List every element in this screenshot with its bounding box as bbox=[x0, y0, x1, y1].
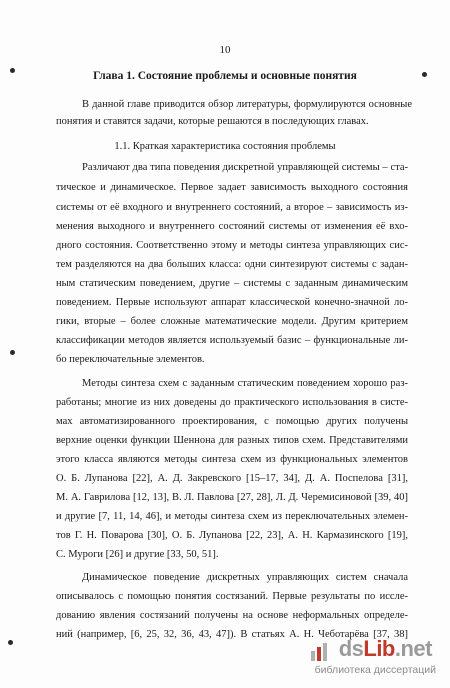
body-line: тем разделяются на два больших класса: одни синтезируют системы с задан- bbox=[56, 259, 408, 270]
body-line: дованию явления состязаний получены на основе неформальных определе- bbox=[56, 610, 408, 621]
body-line: системы от её входного и внутреннего состояний, а второе – зависимость из- bbox=[56, 202, 408, 213]
chapter-title: Глава 1. Состояние проблемы и основные понятия bbox=[93, 70, 357, 82]
body-line: верхние оценки функции Шеннона для разных типов схем. Представителями bbox=[56, 435, 408, 446]
intro-paragraph: В данной главе приводится обзор литературы, формулируются основные понятия и ставятся задачи, которые решаются в последующих главах. bbox=[56, 99, 412, 127]
body-line: ний (например, [6, 25, 32, 36, 43, 47]). В статьях А. Н. Чеботарёва [37, 38] bbox=[56, 629, 408, 640]
body-line: Методы синтеза схем с заданным статическим поведением хорошо раз- bbox=[82, 378, 408, 389]
body-line: менения выходного и внутреннего состояний системы от изменения её вхо- bbox=[56, 221, 408, 232]
scan-mark bbox=[10, 350, 15, 355]
body-line: поведением. Первые используют аппарат классической конечно-значной ло- bbox=[56, 297, 408, 308]
body-line: бо переключательные элементов. bbox=[56, 354, 205, 365]
section-title: 1.1. Краткая характеристика состояния проблемы bbox=[114, 141, 336, 152]
body-line: дного состояния. Соответственно этому и методы синтеза управляющих сис- bbox=[56, 240, 408, 251]
body-line: тов Г. Н. Поварова [30], О. Б. Лупанова [22, 23], А. Н. Кармазинского [19], bbox=[56, 530, 408, 541]
body-line: С. Муроги [26] и другие [33, 50, 51]. bbox=[56, 549, 219, 560]
body-line: Динамическое поведение дискретных управляющих систем сначала bbox=[82, 572, 408, 583]
body-line: описывалось с помощью понятия состязаний. Первые результаты по иссле- bbox=[56, 591, 408, 602]
body-line: гики, вторые – более сложные математические модели. Другим критерием bbox=[56, 316, 408, 327]
body-line: Различают два типа поведения дискретной управляющей системы – ста- bbox=[82, 162, 408, 173]
body-line: мах автоматизированного проектирования, с помощью других получены bbox=[56, 416, 408, 427]
body-line: О. Б. Лупанова [22], А. Д. Закревского [15–17, 34], Д. А. Поспелова [31], bbox=[56, 473, 408, 484]
watermark-subtitle: библиотека диссертаций bbox=[314, 664, 436, 676]
body-line: тическое и динамическое. Первое задает зависимость выходного состояния bbox=[56, 182, 408, 193]
scan-mark bbox=[10, 68, 15, 73]
body-line: М. А. Гаврилова [12, 13], В. Л. Павлова [27, 28], Л. Д. Черемисиновой [39, 40] bbox=[56, 492, 408, 503]
watermark bbox=[310, 636, 436, 676]
page-number: 10 bbox=[219, 44, 231, 56]
body-line: работаны; многие из них доведены до практического использования в систе- bbox=[56, 397, 408, 408]
body-line: классификации методов является используемый базис – функциональные ли- bbox=[56, 335, 408, 346]
scan-mark bbox=[8, 640, 13, 645]
body-line: и другие [7, 11, 14, 46], и методы синтеза схем из переключательных элемен- bbox=[56, 511, 408, 522]
watermark-logo: dsLib.net bbox=[338, 636, 432, 661]
dslib-logo-icon bbox=[310, 642, 330, 662]
body-line: этого класса являются методы синтеза схем из функциональных элементов bbox=[56, 454, 408, 465]
body-line: ным статическим поведением, другие – системы с заданным динамическим bbox=[56, 278, 408, 289]
scan-mark bbox=[422, 72, 427, 77]
